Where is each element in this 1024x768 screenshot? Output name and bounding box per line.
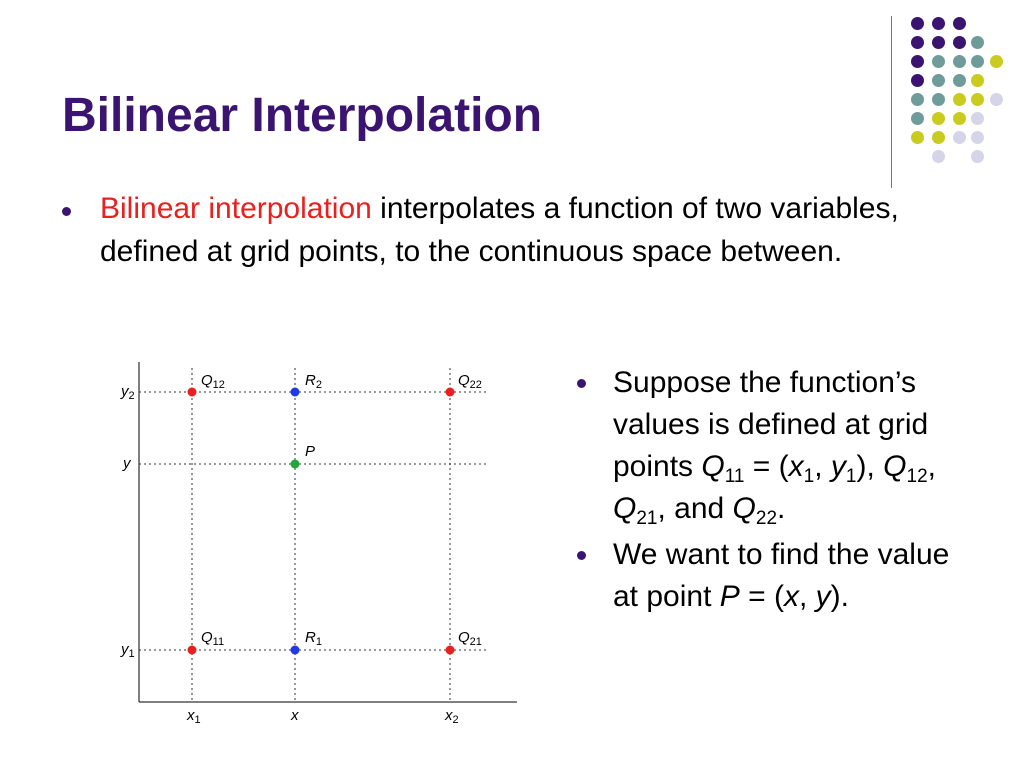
text-and: , and <box>657 492 733 525</box>
axis-label-x2: $x_2$ <box>445 707 459 726</box>
label-q21: $Q_{21}$ <box>458 629 482 648</box>
dot <box>911 93 924 106</box>
point-q21 <box>446 646 455 655</box>
slide-title: Bilinear Interpolation <box>62 89 543 142</box>
dot <box>932 93 945 106</box>
dot <box>932 112 945 125</box>
label-q12: $Q_{12}$ <box>201 372 225 391</box>
math-y: y <box>830 450 846 483</box>
bullet-text <box>100 187 932 273</box>
term-highlight: Bilinear interpolation <box>100 192 372 225</box>
dot <box>932 55 945 68</box>
bullet-find-point <box>577 534 977 618</box>
point-q12 <box>188 388 197 397</box>
bullet-definition <box>62 187 932 273</box>
dot <box>932 17 945 30</box>
axis-label-x1: $x_1$ <box>187 707 201 726</box>
math-q: Q <box>613 492 637 525</box>
bullet-marker <box>62 207 71 216</box>
dot <box>911 131 924 144</box>
bullet-marker <box>577 551 586 560</box>
math-q: Q <box>732 492 756 525</box>
dot <box>971 93 984 106</box>
axis-label-y2: $y_2$ <box>121 383 135 402</box>
bullet-text-rest: interpolates a function of two variables, defined at grid points, to the continuous space between. <box>100 192 899 268</box>
label-r1: $R_1$ <box>305 629 322 648</box>
text-suppose: Suppose the function’s values is defined at grid points <box>613 366 929 483</box>
math-q: Q <box>883 450 907 483</box>
math-sub: 22 <box>755 508 778 529</box>
axis-label-x: x <box>291 707 299 724</box>
label-p: P <box>305 443 316 460</box>
text-want: We want to find the value at point <box>613 538 950 613</box>
dot <box>953 55 966 68</box>
label-r2: $R_2$ <box>305 372 322 391</box>
label-q11: $Q_{11}$ <box>201 629 225 648</box>
math-x: x <box>783 580 799 613</box>
text-eq: = ( <box>744 450 789 483</box>
dot <box>971 150 984 163</box>
dot <box>953 74 966 87</box>
math-x: x <box>788 450 804 483</box>
dot <box>971 112 984 125</box>
dot <box>953 36 966 49</box>
math-q: Q <box>701 450 725 483</box>
bullet-grid-points <box>577 362 977 530</box>
dot <box>911 74 924 87</box>
text-period: . <box>777 492 786 525</box>
dot <box>932 36 945 49</box>
text-sep: , <box>798 580 816 613</box>
axis-label-y: y <box>123 455 131 472</box>
bullet-text <box>613 362 977 530</box>
bullet-text <box>613 534 977 618</box>
point-q22 <box>446 388 455 397</box>
math-p: P <box>719 580 740 613</box>
dot <box>971 131 984 144</box>
bullets-right <box>577 362 977 622</box>
text-sep: , <box>927 450 936 483</box>
math-sub: 21 <box>636 508 658 529</box>
title-divider <box>891 16 892 188</box>
point-p <box>291 460 300 469</box>
dot <box>911 36 924 49</box>
dot <box>953 93 966 106</box>
text-comma: , <box>814 450 831 483</box>
dot <box>953 112 966 125</box>
math-y: y <box>815 580 831 613</box>
math-sub: 12 <box>906 466 928 487</box>
axis-label-y1: $y_1$ <box>121 641 135 660</box>
dot <box>990 93 1003 106</box>
math-sub: 11 <box>724 466 745 487</box>
dot <box>932 150 945 163</box>
label-q22: $Q_{22}$ <box>458 372 482 391</box>
dot <box>971 36 984 49</box>
text-eq: = ( <box>739 580 784 613</box>
dot <box>971 55 984 68</box>
dot <box>932 131 945 144</box>
text-close: ), <box>856 450 884 483</box>
dot <box>932 74 945 87</box>
dot <box>953 17 966 30</box>
dot <box>911 112 924 125</box>
point-r1 <box>291 646 300 655</box>
math-sub: 1 <box>803 466 815 487</box>
dot <box>953 131 966 144</box>
math-sub: 1 <box>845 466 857 487</box>
dot <box>911 17 924 30</box>
dot <box>971 74 984 87</box>
bilinear-grid-figure <box>112 360 517 730</box>
bullet-marker <box>577 379 586 388</box>
point-q11 <box>188 646 197 655</box>
point-r2 <box>291 388 300 397</box>
dot <box>911 55 924 68</box>
dot <box>990 55 1003 68</box>
text-close: ). <box>830 580 849 613</box>
